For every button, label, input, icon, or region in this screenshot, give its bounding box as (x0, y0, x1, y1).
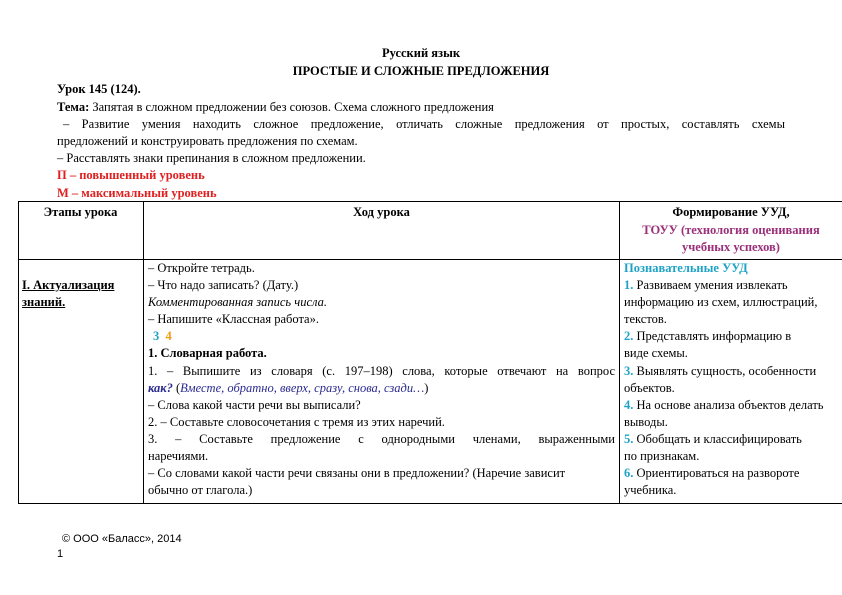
lesson-line-task-2: 2. – Составьте словосочетания с тремя из этих наречий. (148, 415, 445, 429)
col-header-touu-line1: ТОУУ (технология оценивания (642, 223, 820, 237)
adverbs-list: Вместе, обратно, вверх, сразу, снова, сзади… (180, 381, 425, 395)
uud-item-3: 3. Выявлять сущность, особенности (624, 364, 817, 378)
table-border-left (18, 201, 19, 504)
table-border-top (18, 201, 842, 202)
lesson-theme (57, 99, 494, 115)
number-4: 4 (165, 329, 172, 343)
lesson-number: Урок 145 (124). (57, 82, 141, 96)
paren-open: ( (172, 381, 181, 395)
uud-item-2: 2. Представлять информацию в (624, 329, 792, 343)
lesson-line-part-of-speech: – Слова какой части речи вы выписали? (148, 398, 361, 412)
uud-item-4-line2: выводы. (624, 415, 668, 429)
level-m: М – максимальный уровень (57, 186, 217, 200)
uud-item-5: 5. Обобщать и классифицировать (624, 432, 802, 446)
col-header-uud: Формирование УУД, (672, 205, 790, 219)
uud-item-4: 4. На основе анализа объектов делать (624, 398, 824, 412)
table-border-bottom (18, 503, 842, 504)
uud-item-1: 1. Развиваем умения извлекать (624, 278, 788, 292)
lesson-line-task-3-cont: наречиями. (148, 449, 209, 463)
uud-item-6-line2: учебника. (624, 483, 677, 497)
lesson-line-task-3: 3. – Составьте предложение с однородными членами, выраженными (148, 432, 615, 446)
topic-title: ПРОСТЫЕ И СЛОЖНЫЕ ПРЕДЛОЖЕНИЯ (292, 64, 550, 78)
col-header-touu-line2: учебных успехов) (682, 240, 780, 254)
uud-title: Познавательные УУД (624, 261, 748, 275)
number-3: 3 (153, 329, 160, 343)
col-header-progress: Ход урока (353, 205, 410, 219)
stage-actualization-line2: знаний. (22, 295, 66, 309)
lesson-line-what-to-write: – Что надо записать? (Дату.) (148, 278, 299, 292)
lesson-line-numbers (153, 328, 172, 345)
goal-1-line-2: предложений и конструировать предложения по схемам. (57, 134, 358, 148)
uud-item-1-line3: текстов. (624, 312, 667, 326)
question-how: как? (148, 381, 173, 395)
lesson-line-question: – Со словами какой части речи связаны они в предложении? (Наречие зависит (148, 466, 566, 480)
lesson-line-task-1: 1. – Выпишите из словаря (с. 197–198) слова, которые отвечают на вопрос (148, 364, 615, 378)
stage-actualization-line1: I. Актуализация (22, 278, 115, 292)
theme-text: Запятая в сложном предложении без союзов. Схема сложного предложения (89, 100, 494, 114)
lesson-line-question-cont: обычно от глагола.) (148, 483, 253, 497)
subject-title: Русский язык (381, 46, 461, 60)
lesson-line-commented-record: Комментированная запись числа. (148, 295, 327, 309)
col-header-stages: Этапы урока (43, 205, 118, 219)
uud-item-6: 6. Ориентироваться на развороте (624, 466, 800, 480)
page-number: 1 (57, 548, 64, 560)
lesson-line-vocab-work: 1. Словарная работа. (148, 346, 267, 360)
table-col-divider-1 (143, 201, 144, 504)
uud-item-2-line2: виде схемы. (624, 346, 688, 360)
level-p: П – повышенный уровень (57, 168, 205, 182)
uud-item-3-line2: объектов. (624, 381, 675, 395)
goal-1-line-1: – Развитие умения находить сложное предложение, отличать сложные предложения от простых, составлять схемы (63, 117, 785, 131)
lesson-line-open-notebook: – Откройте тетрадь. (148, 261, 255, 275)
goal-2: – Расставлять знаки препинания в сложном предложении. (57, 151, 366, 165)
copyright: © ООО «Баласс», 2014 (62, 533, 182, 545)
lesson-line-write-classwork: – Напишите «Классная работа». (148, 312, 319, 326)
lesson-table (18, 201, 842, 504)
theme-label: Тема: (57, 100, 90, 114)
uud-item-5-line2: по признакам. (624, 449, 700, 463)
lesson-line-task-1-answer (148, 380, 428, 397)
paren-close: ) (424, 381, 429, 395)
uud-item-1-line2: информацию из схем, иллюстраций, (624, 295, 818, 309)
